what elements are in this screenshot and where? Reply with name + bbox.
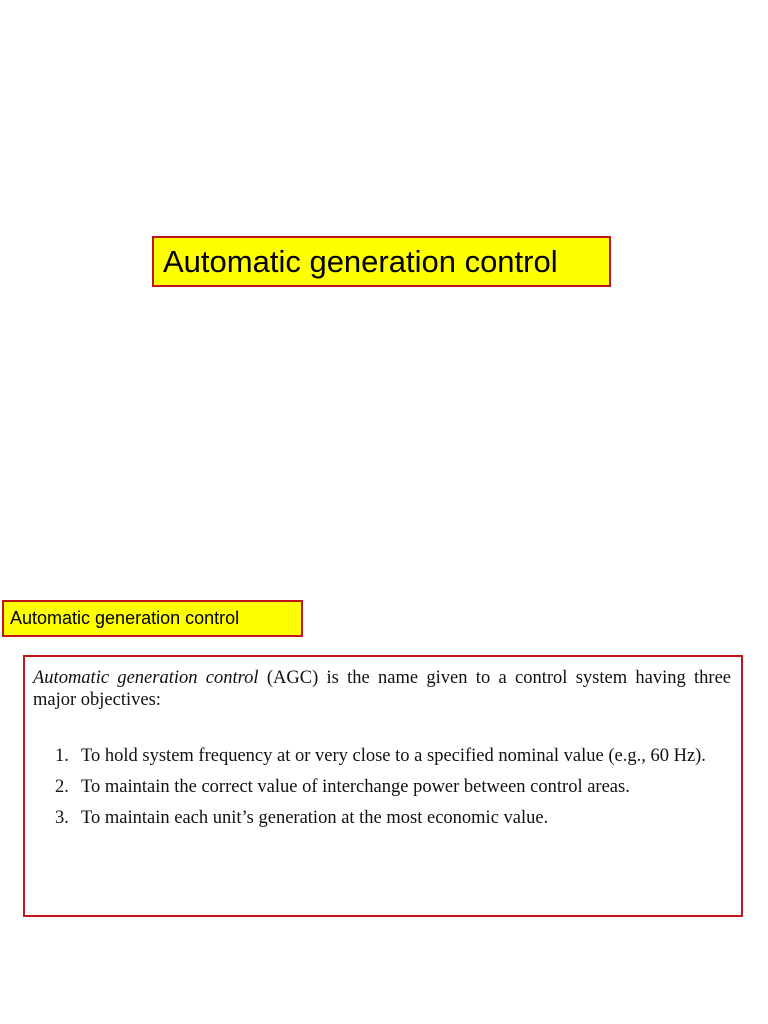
objective-number: 3.	[55, 808, 69, 828]
objective-item	[55, 745, 731, 767]
agc-intro-text: (AGC) is the name given to a control system having three major objectives:	[33, 668, 732, 710]
objective-item	[55, 807, 731, 829]
slide-title-box	[152, 236, 611, 287]
objective-number: 2.	[55, 777, 69, 797]
section-heading-box	[2, 600, 303, 637]
agc-term: Automatic generation control	[33, 668, 259, 688]
objective-item	[55, 776, 731, 798]
slide-title: Automatic generation control	[163, 243, 558, 279]
agc-intro-paragraph	[33, 667, 731, 711]
agc-definition-box	[23, 655, 743, 917]
objective-text: To hold system frequency at or very close to a specified nominal value (e.g., 60 Hz).	[81, 746, 706, 766]
objective-text: To maintain each unit’s generation at the most economic value.	[81, 808, 549, 828]
objectives-list	[55, 745, 731, 838]
section-heading: Automatic generation control	[10, 608, 240, 628]
objective-text: To maintain the correct value of interchange power between control areas.	[81, 777, 630, 797]
objective-number: 1.	[55, 746, 69, 766]
